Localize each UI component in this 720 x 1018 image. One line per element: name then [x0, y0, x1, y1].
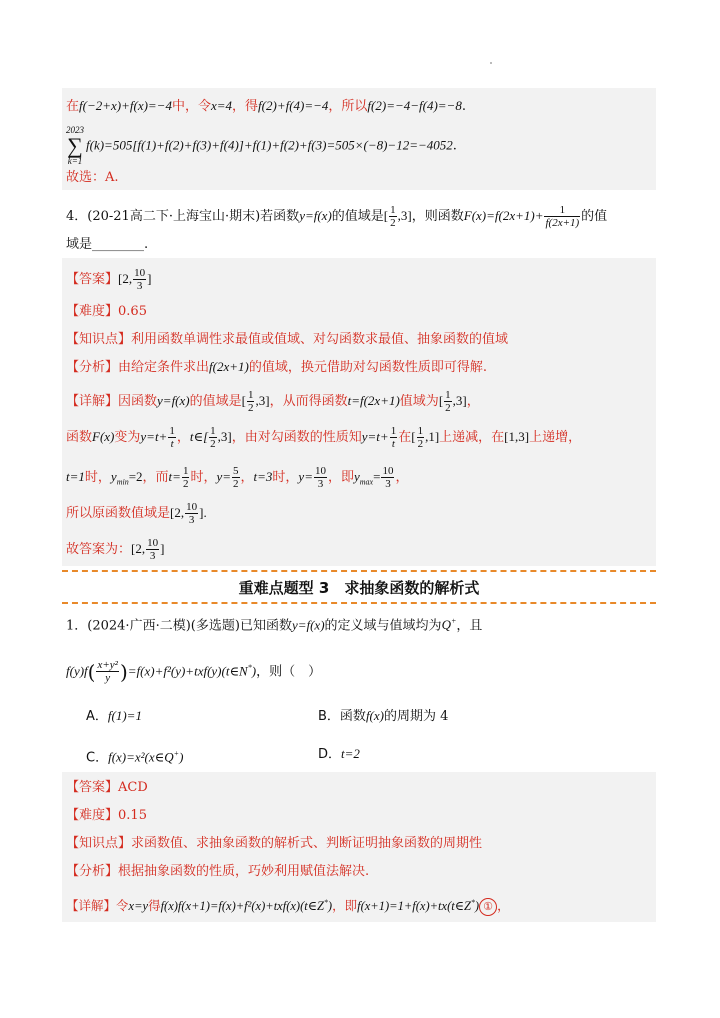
option-label: A． [86, 709, 108, 724]
subscript: min [116, 477, 129, 487]
denominator: f(2x+1) [545, 217, 580, 229]
text: 上递增， [529, 430, 582, 445]
numerator: 1 [417, 425, 424, 437]
text: ， [497, 898, 510, 914]
numerator: 1 [390, 425, 397, 437]
fraction [417, 425, 425, 450]
paren-left: ( [87, 659, 96, 684]
q1-equation [66, 651, 321, 689]
knowledge-label: 【知识点】 [66, 332, 132, 347]
option-label: C． [86, 750, 109, 766]
text: 的值域，换元借助对勾函数性质即可得解. [248, 360, 487, 375]
fraction [314, 465, 327, 490]
superscript: * [470, 898, 475, 907]
denominator: 2 [417, 438, 424, 450]
sum-bottom: k=1 [67, 156, 83, 166]
text: 的周期为 4 [383, 709, 449, 724]
q1-detail [66, 893, 510, 916]
math: ) [327, 899, 333, 914]
text: . [461, 99, 466, 114]
text: 中，令 [171, 99, 211, 114]
math-var: y [110, 469, 117, 484]
denominator: 2 [210, 438, 216, 450]
fraction [389, 204, 397, 229]
numerator: 1 [182, 465, 189, 477]
math: f(y)f [66, 663, 88, 679]
math: x=y [128, 899, 149, 914]
q4-detail-2 [66, 422, 581, 453]
q4-detail-1 [66, 386, 480, 417]
q4-detail-4 [66, 498, 207, 529]
paren-right: ) [119, 659, 128, 684]
math: [2, [170, 505, 185, 520]
text: 的定义域与值域均为 [324, 618, 442, 634]
fraction [185, 501, 198, 526]
math: t=2 [341, 746, 360, 761]
subscript: max [359, 477, 374, 487]
math-value: = [373, 469, 381, 484]
text: 若函数 [260, 209, 300, 224]
text: 时， [84, 470, 111, 485]
numerator: 1 [210, 425, 216, 437]
math: f(x)f(x+1)=f(x)+f²(x)+txf(x)(t∈Z [160, 899, 324, 914]
numerator: 10 [147, 537, 159, 549]
text: 令 [116, 898, 129, 914]
text: ， [466, 394, 480, 409]
sum-operator [66, 126, 84, 166]
fraction [381, 465, 394, 490]
math: ,1] [425, 429, 440, 444]
answer-value: ACD [118, 780, 148, 795]
math: F(x) [92, 429, 115, 444]
q4-line-1 [66, 201, 607, 232]
q4-final-answer [66, 534, 164, 565]
text: . [452, 138, 457, 154]
q4-knowledge [66, 330, 508, 350]
knowledge-value: 利用函数单调性求最值或值域、对勾函数求最值、抽象函数的值域 [131, 332, 509, 347]
denominator: 3 [136, 280, 143, 292]
denominator: t [391, 438, 395, 450]
question-number: 4． [66, 209, 88, 224]
text: ，且 [456, 618, 483, 634]
text: ，得 [232, 99, 259, 114]
q4-analysis [66, 357, 487, 378]
section-divider-top [62, 570, 656, 572]
fraction [168, 425, 176, 450]
text: 时， [190, 470, 217, 485]
fraction [146, 537, 159, 562]
math [110, 469, 143, 487]
difficulty-label: 【难度】 [66, 304, 119, 319]
text: ， [176, 430, 190, 445]
math: f(x+1)=1+f(x)+tx(t∈Z [357, 899, 471, 914]
math: f(2)=−4−f(4)=−8 [367, 98, 462, 113]
numerator: 1 [544, 204, 580, 217]
math: ] [160, 541, 165, 556]
math: y=t+ [140, 429, 168, 444]
knowledge-value: 求函数值、求抽象函数的解析式、判断证明抽象函数的周期性 [131, 836, 483, 851]
difficulty-label: 【难度】 [66, 808, 119, 823]
math: y= [216, 469, 231, 484]
text: 值域为 [399, 394, 439, 409]
denominator: 3 [317, 478, 324, 490]
math-var: y [353, 469, 360, 484]
superscript: * [323, 898, 328, 907]
text: ，即 [332, 898, 358, 914]
text: 变为 [114, 430, 141, 445]
q1-knowledge [66, 834, 482, 854]
text: 所以原函数值域是 [66, 506, 171, 521]
math: [ [241, 393, 246, 408]
denominator: 2 [390, 217, 396, 229]
fraction [182, 465, 190, 490]
text: ，所以 [328, 99, 368, 114]
math: ) [179, 749, 184, 765]
math: ) [251, 663, 257, 679]
math: ,3] [255, 393, 270, 408]
math: f(−2+x)+f(x)=−4 [79, 98, 172, 113]
q1-option-a[interactable] [86, 706, 142, 727]
fraction [209, 425, 217, 450]
math: y=f(x) [299, 208, 332, 223]
math: f(k)=505[f(1)+f(2)+f(3)+f(4)]+f(1)+f(2)+f(3)=505×(−8)−12=−4052 [86, 137, 453, 153]
question-number: 1． [66, 618, 88, 634]
math-var: Q [441, 617, 451, 633]
math: f(x)=x²(x∈Q [108, 749, 174, 765]
denominator: t [170, 438, 174, 450]
q1-difficulty [66, 806, 147, 826]
section-divider-bottom [62, 602, 656, 604]
text: 在 [398, 430, 412, 445]
math: ,3] [452, 393, 467, 408]
fraction [96, 659, 119, 684]
math: F(x)=f(2x+1)+ [463, 208, 544, 223]
text: 的值 [581, 209, 608, 224]
denominator: 2 [247, 402, 254, 414]
denominator: y [105, 672, 111, 685]
math-value: =2 [128, 469, 143, 484]
math: [2, [131, 541, 146, 556]
question-tag: (多选题) [190, 618, 240, 634]
math: ,3] [217, 429, 232, 444]
stray-dot [490, 62, 492, 64]
fraction [444, 389, 452, 414]
analysis-value: 根据抽象函数的性质，巧妙利用赋值法解决. [118, 864, 370, 879]
fraction [390, 425, 398, 450]
fraction [232, 465, 240, 490]
denominator: 3 [188, 514, 195, 526]
text: ，即 [327, 470, 354, 485]
text: 函数 [66, 430, 93, 445]
numerator: x+y² [97, 659, 118, 672]
text: 的值域是 [331, 209, 384, 224]
prev-solution-line-1 [66, 96, 466, 117]
q4-detail-3 [66, 462, 408, 498]
q4-line-2: 域是________. [66, 237, 149, 252]
fraction [544, 204, 580, 229]
math: [1,3] [504, 429, 530, 444]
question-source: (2024·广西·二模) [87, 618, 191, 634]
q1-option-d[interactable] [318, 744, 360, 765]
text: ， [395, 470, 409, 485]
numerator: 10 [314, 465, 326, 477]
q4-difficulty [66, 302, 147, 322]
math: y= [298, 469, 313, 484]
q1-option-b[interactable] [318, 706, 448, 727]
math: f(x) [365, 708, 384, 723]
math: t= [168, 469, 181, 484]
math [442, 617, 457, 632]
math: y=f(x) [157, 393, 190, 408]
analysis-label: 【分析】 [66, 864, 119, 879]
prev-solution-sum-line [66, 126, 457, 166]
math: [2, [118, 271, 133, 286]
math: t=f(2x+1) [347, 393, 400, 408]
numerator: 1 [169, 425, 175, 437]
text: ，从而得函数 [269, 394, 348, 409]
prev-conclusion: 故选：A. [66, 170, 119, 185]
text: 得 [148, 898, 161, 914]
text: ，由对勾函数的性质知 [231, 430, 362, 445]
text: ，则（ ） [256, 664, 322, 680]
math: t∈[ [189, 429, 209, 444]
q4-answer [66, 264, 151, 295]
q1-analysis [66, 862, 369, 882]
text: 函数 [339, 709, 366, 724]
difficulty-value: 0.15 [118, 808, 147, 823]
answer-label: 【答案】 [66, 272, 119, 287]
math: ,3] [397, 208, 412, 223]
math: f(2x+1) [209, 359, 249, 374]
numerator: 1 [445, 389, 451, 401]
denominator: 2 [233, 478, 239, 490]
option-label: D． [318, 747, 342, 762]
section-title: 重难点题型 3 求抽象函数的解析式 [238, 579, 480, 597]
text: ，则函数 [411, 209, 464, 224]
denominator: 2 [182, 478, 189, 490]
superscript: + [173, 749, 180, 758]
q1-option-c[interactable] [86, 744, 183, 768]
fraction [247, 389, 255, 414]
numerator: 10 [186, 501, 198, 513]
question-source: (20-21高二下·上海宝山·期末) [87, 209, 261, 224]
text: 故答案为： [66, 542, 132, 557]
math [353, 469, 381, 487]
text: 由给定条件求出 [118, 360, 210, 375]
text: 因函数 [118, 394, 158, 409]
detail-label: 【详解】 [66, 394, 119, 409]
sum-top: 2023 [66, 125, 84, 135]
knowledge-label: 【知识点】 [66, 836, 132, 851]
math: y=t+ [361, 429, 389, 444]
numerator: 5 [233, 465, 239, 477]
numerator: 10 [382, 465, 394, 477]
q1-line-1 [66, 612, 482, 636]
analysis-label: 【分析】 [66, 360, 119, 375]
superscript: + [450, 617, 457, 626]
text: ， [240, 470, 254, 485]
math: ] [147, 271, 152, 286]
math: ) [474, 899, 480, 914]
difficulty-value: 0.65 [118, 304, 147, 319]
text: ，而 [142, 470, 169, 485]
math: t=1 [66, 469, 85, 484]
denominator: 3 [385, 478, 391, 490]
math: y=f(x) [291, 617, 325, 633]
math: [ [438, 393, 444, 408]
numerator: 1 [247, 389, 254, 401]
numerator: 1 [390, 204, 396, 216]
superscript: * [247, 663, 252, 672]
sigma: ∑ [67, 133, 83, 158]
text: 时， [272, 470, 299, 485]
denominator: 3 [149, 550, 156, 562]
answer-label: 【答案】 [66, 780, 119, 795]
circled-number-icon: ① [479, 898, 497, 916]
text: 的值域是 [189, 394, 242, 409]
detail-label: 【详解】 [66, 898, 117, 914]
option-label: B． [318, 709, 340, 724]
math: [ [411, 429, 416, 444]
numerator: 10 [134, 267, 146, 279]
math: [ [383, 208, 389, 223]
math: x=4 [210, 98, 233, 113]
math: f(1)=1 [107, 708, 142, 723]
q1-answer [66, 778, 148, 798]
denominator: 2 [445, 402, 451, 414]
math: t=3 [253, 469, 273, 484]
math: f(2)+f(4)=−4 [258, 98, 329, 113]
text: 在 [66, 99, 80, 114]
text: 已知函数 [239, 618, 292, 634]
text: 上递减，在 [439, 430, 505, 445]
math: ]. [199, 505, 207, 520]
fraction [133, 267, 146, 292]
math: =f(x)+f²(y)+txf(y)(t∈N [127, 663, 248, 679]
